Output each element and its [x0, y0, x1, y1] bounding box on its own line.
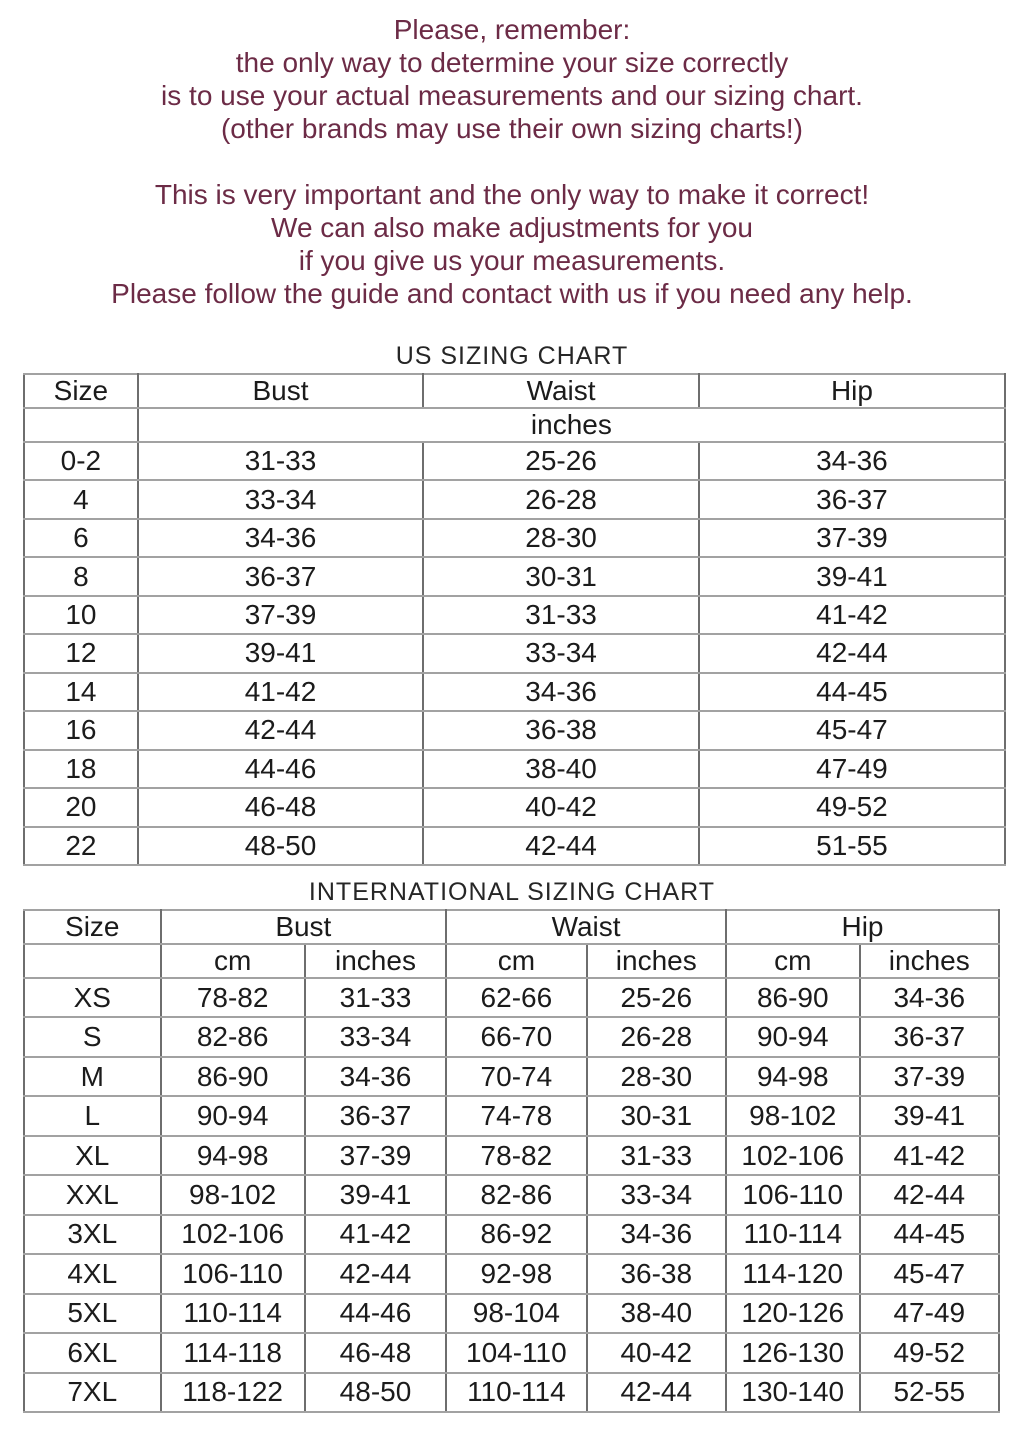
table-cell: 94-98 [726, 1057, 860, 1096]
intro-line-8: Please follow the guide and contact with us if you need any help. [111, 278, 913, 309]
table-cell: 16 [24, 711, 138, 749]
table-cell: 36-38 [587, 1254, 726, 1293]
table-cell: 31-33 [423, 596, 699, 634]
table-cell: 36-37 [699, 480, 1005, 518]
table-cell: 78-82 [446, 1136, 586, 1175]
table-row [24, 519, 1005, 557]
table-cell: 40-42 [587, 1333, 726, 1372]
table-cell: 41-42 [138, 673, 423, 711]
table-row [24, 1373, 999, 1412]
table-cell: 74-78 [446, 1096, 586, 1135]
table-cell: 126-130 [726, 1333, 860, 1372]
intro-line-1: Please, remember: [393, 14, 631, 45]
intro-line-6: We can also make adjustments for you [271, 212, 753, 243]
table-cell: 118-122 [161, 1373, 305, 1412]
table-cell: 90-94 [726, 1017, 860, 1056]
table-row [24, 978, 999, 1017]
table-cell: 36-38 [423, 711, 699, 749]
column-header-size: Size [24, 910, 161, 944]
table-cell: 25-26 [423, 442, 699, 480]
column-header-bust: Bust [161, 910, 447, 944]
table-cell: 120-126 [726, 1294, 860, 1333]
table-row [24, 480, 1005, 518]
table-cell: 26-28 [423, 480, 699, 518]
table-row [24, 596, 1005, 634]
column-header-hip: Hip [726, 910, 999, 944]
table-cell: L [24, 1096, 161, 1135]
table-cell: 28-30 [587, 1057, 726, 1096]
table-cell: 38-40 [587, 1294, 726, 1333]
table-cell: 46-48 [138, 788, 423, 826]
table-cell: 28-30 [423, 519, 699, 557]
unit-label-cell: inches [305, 944, 446, 978]
table-cell: 37-39 [860, 1057, 999, 1096]
table-cell: 44-46 [138, 750, 423, 788]
table-row [24, 673, 1005, 711]
table-cell: 36-37 [305, 1096, 446, 1135]
table-cell: 47-49 [699, 750, 1005, 788]
table-cell: 3XL [24, 1215, 161, 1254]
table-cell: 33-34 [423, 634, 699, 672]
table-cell: 26-28 [587, 1017, 726, 1056]
table-cell: 51-55 [699, 827, 1005, 865]
us-sizing-table [23, 373, 1006, 866]
unit-label-cell: inches [138, 408, 1005, 442]
table-cell: 41-42 [305, 1215, 446, 1254]
column-header-size: Size [24, 374, 138, 408]
table-cell: 39-41 [138, 634, 423, 672]
us-unit-row [24, 408, 1005, 442]
table-cell: 110-114 [161, 1294, 305, 1333]
table-row [24, 1057, 999, 1096]
table-cell: 7XL [24, 1373, 161, 1412]
table-cell: 36-37 [138, 557, 423, 595]
table-cell: S [24, 1017, 161, 1056]
table-cell: 44-45 [699, 673, 1005, 711]
intl-chart-title: INTERNATIONAL SIZING CHART [308, 878, 716, 906]
table-cell: 37-39 [305, 1136, 446, 1175]
table-cell: 37-39 [699, 519, 1005, 557]
table-cell: M [24, 1057, 161, 1096]
table-cell: 94-98 [161, 1136, 305, 1175]
table-row [24, 1175, 999, 1214]
table-cell: 110-114 [446, 1373, 586, 1412]
table-cell: 102-106 [726, 1136, 860, 1175]
table-cell: 82-86 [161, 1017, 305, 1056]
table-cell: 37-39 [138, 596, 423, 634]
intro-line-7: if you give us your measurements. [298, 245, 726, 276]
intro-line-5: This is very important and the only way to make it correct! [154, 179, 870, 210]
table-row [24, 711, 1005, 749]
table-row [24, 1215, 999, 1254]
table-cell: 52-55 [860, 1373, 999, 1412]
table-cell: 41-42 [860, 1136, 999, 1175]
table-cell: 39-41 [305, 1175, 446, 1214]
table-cell: 0-2 [24, 442, 138, 480]
intl-sizing-table [23, 909, 1000, 1413]
table-cell: 82-86 [446, 1175, 586, 1214]
table-cell: 33-34 [587, 1175, 726, 1214]
table-cell: 34-36 [699, 442, 1005, 480]
us-header-row [24, 374, 1005, 408]
table-cell: 42-44 [860, 1175, 999, 1214]
unit-label-cell: cm [161, 944, 305, 978]
table-row [24, 1017, 999, 1056]
table-cell: XL [24, 1136, 161, 1175]
table-cell: 86-90 [726, 978, 860, 1017]
table-cell: 70-74 [446, 1057, 586, 1096]
table-cell: 110-114 [726, 1215, 860, 1254]
table-cell: 42-44 [587, 1373, 726, 1412]
table-cell: 40-42 [423, 788, 699, 826]
table-cell: 31-33 [305, 978, 446, 1017]
table-cell: 48-50 [305, 1373, 446, 1412]
column-header-hip: Hip [699, 374, 1005, 408]
table-cell: 31-33 [138, 442, 423, 480]
table-cell: 44-46 [305, 1294, 446, 1333]
table-cell: 14 [24, 673, 138, 711]
table-cell: 12 [24, 634, 138, 672]
intl-header-row [24, 910, 999, 944]
table-cell: 6 [24, 519, 138, 557]
table-cell: 18 [24, 750, 138, 788]
intro-line-3: is to use your actual measurements and our sizing chart. [161, 80, 863, 111]
table-cell: 62-66 [446, 978, 586, 1017]
table-cell: 42-44 [305, 1254, 446, 1293]
unit-label-cell: inches [587, 944, 726, 978]
table-cell: 49-52 [860, 1333, 999, 1372]
table-cell: 114-118 [161, 1333, 305, 1372]
table-cell: 4 [24, 480, 138, 518]
column-header-bust: Bust [138, 374, 423, 408]
table-row [24, 1136, 999, 1175]
table-cell: 22 [24, 827, 138, 865]
unit-label-cell: cm [726, 944, 860, 978]
intro-text [0, 13, 1024, 310]
column-header-waist: Waist [446, 910, 726, 944]
us-chart-title: US SIZING CHART [395, 342, 629, 370]
table-cell: 66-70 [446, 1017, 586, 1056]
table-cell: 10 [24, 596, 138, 634]
table-row [24, 557, 1005, 595]
table-row [24, 442, 1005, 480]
table-cell: 34-36 [860, 978, 999, 1017]
table-cell: 106-110 [161, 1254, 305, 1293]
empty-cell [24, 408, 138, 442]
unit-label-cell: inches [860, 944, 999, 978]
table-cell: 30-31 [423, 557, 699, 595]
table-row [24, 1254, 999, 1293]
table-cell: 8 [24, 557, 138, 595]
table-cell: 45-47 [699, 711, 1005, 749]
table-cell: 49-52 [699, 788, 1005, 826]
table-cell: 104-110 [446, 1333, 586, 1372]
table-cell: 92-98 [446, 1254, 586, 1293]
table-cell: 41-42 [699, 596, 1005, 634]
table-cell: 86-92 [446, 1215, 586, 1254]
table-cell: 47-49 [860, 1294, 999, 1333]
table-cell: 34-36 [138, 519, 423, 557]
table-cell: 98-102 [161, 1175, 305, 1214]
table-cell: XXL [24, 1175, 161, 1214]
table-cell: 20 [24, 788, 138, 826]
table-cell: 38-40 [423, 750, 699, 788]
table-cell: 42-44 [699, 634, 1005, 672]
table-row [24, 1096, 999, 1135]
intro-line-2: the only way to determine your size correctly [235, 47, 789, 78]
table-cell: 102-106 [161, 1215, 305, 1254]
table-row [24, 1333, 999, 1372]
table-row [24, 634, 1005, 672]
table-row [24, 1294, 999, 1333]
table-cell: 6XL [24, 1333, 161, 1372]
table-cell: 46-48 [305, 1333, 446, 1372]
table-row [24, 827, 1005, 865]
table-cell: 39-41 [699, 557, 1005, 595]
unit-label-cell: cm [446, 944, 586, 978]
table-cell: 45-47 [860, 1254, 999, 1293]
intl-unit-row [24, 944, 999, 978]
table-cell: 4XL [24, 1254, 161, 1293]
table-cell: 98-104 [446, 1294, 586, 1333]
table-cell: 48-50 [138, 827, 423, 865]
table-cell: 34-36 [587, 1215, 726, 1254]
table-cell: 36-37 [860, 1017, 999, 1056]
table-cell: 30-31 [587, 1096, 726, 1135]
table-cell: 86-90 [161, 1057, 305, 1096]
table-cell: 98-102 [726, 1096, 860, 1135]
table-cell: XS [24, 978, 161, 1017]
table-cell: 33-34 [138, 480, 423, 518]
table-cell: 39-41 [860, 1096, 999, 1135]
intro-line-4: (other brands may use their own sizing charts!) [220, 113, 804, 144]
table-cell: 42-44 [138, 711, 423, 749]
table-cell: 78-82 [161, 978, 305, 1017]
table-row [24, 788, 1005, 826]
table-cell: 114-120 [726, 1254, 860, 1293]
table-cell: 34-36 [423, 673, 699, 711]
table-cell: 5XL [24, 1294, 161, 1333]
table-cell: 130-140 [726, 1373, 860, 1412]
table-cell: 44-45 [860, 1215, 999, 1254]
table-cell: 33-34 [305, 1017, 446, 1056]
table-cell: 25-26 [587, 978, 726, 1017]
table-row [24, 750, 1005, 788]
table-cell: 31-33 [587, 1136, 726, 1175]
table-cell: 34-36 [305, 1057, 446, 1096]
paragraph-gap [0, 145, 1024, 178]
table-cell: 106-110 [726, 1175, 860, 1214]
table-cell: 90-94 [161, 1096, 305, 1135]
table-cell: 42-44 [423, 827, 699, 865]
column-header-waist: Waist [423, 374, 699, 408]
empty-cell [24, 944, 161, 978]
